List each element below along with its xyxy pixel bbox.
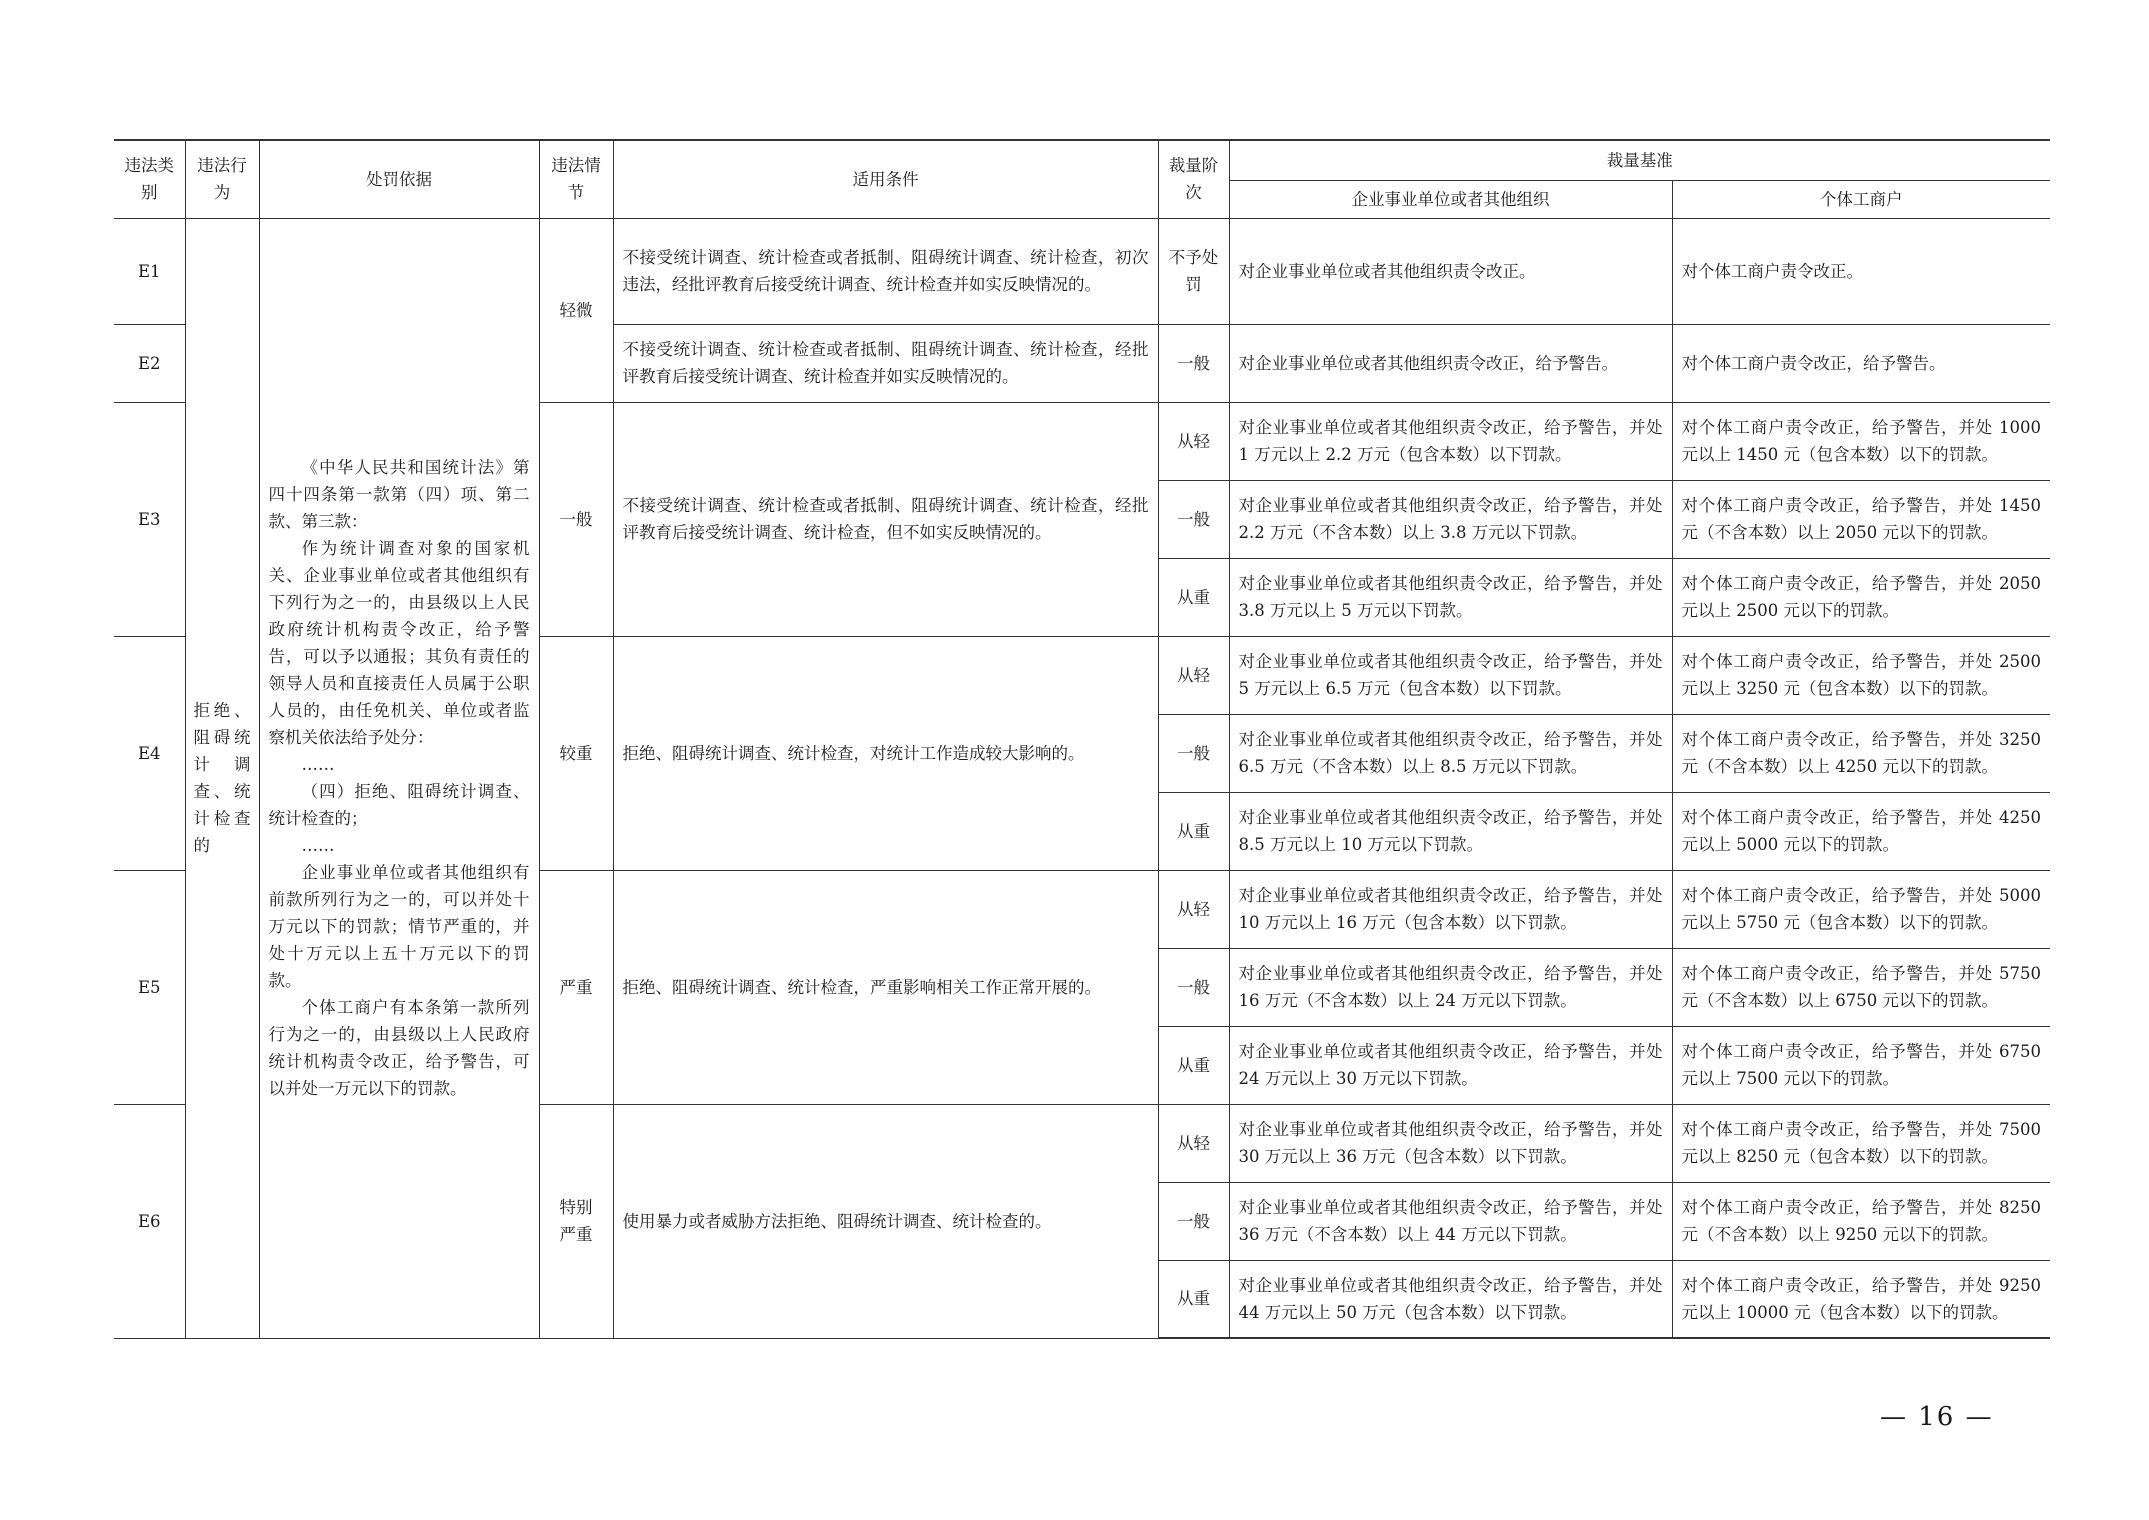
enterprise-standard: 对企业事业单位或者其他组织责令改正，给予警告。 <box>1229 324 1672 402</box>
individual-standard: 对个体工商户责令改正，给予警告，并处 7500 元以上 8250 元（包含本数）以下的罚款。 <box>1672 1104 2050 1182</box>
condition: 不接受统计调查、统计检查或者抵制、阻碍统计调查、统计检查，经批评教育后接受统计调查、统计检查并如实反映情况的。 <box>613 324 1158 402</box>
individual-standard: 对个体工商户责令改正，给予警告，并处 9250 元以上 10000 元（包含本数）以下的罚款。 <box>1672 1260 2050 1338</box>
circumstance-heavier: 较重 <box>539 636 613 870</box>
page-number: — 16 — <box>1880 1402 1994 1432</box>
enterprise-standard: 对企业事业单位或者其他组织责令改正，给予警告，并处 10 万元以上 16 万元（包含本数）以下罚款。 <box>1229 870 1672 948</box>
header-enterprise: 企业事业单位或者其他组织 <box>1229 180 1672 218</box>
category-code: E1 <box>114 218 185 324</box>
header-level: 裁量阶次 <box>1158 140 1229 218</box>
level: 不予处罚 <box>1158 218 1229 324</box>
level: 从轻 <box>1158 402 1229 480</box>
basis-paragraph: （四）拒绝、阻碍统计调查、统计检查的； <box>268 782 530 828</box>
condition: 拒绝、阻碍统计调查、统计检查，严重影响相关工作正常开展的。 <box>613 870 1158 1104</box>
category-code: E5 <box>114 870 185 1104</box>
basis-paragraph: 企业事业单位或者其他组织有前款所列行为之一的，可以并处十万元以下的罚款；情节严重的，并处十万元以上五十万元以下的罚款。 <box>268 863 530 990</box>
enterprise-standard: 对企业事业单位或者其他组织责令改正，给予警告，并处 8.5 万元以上 10 万元以下罚款。 <box>1229 792 1672 870</box>
condition: 使用暴力或者威胁方法拒绝、阻碍统计调查、统计检查的。 <box>613 1104 1158 1338</box>
individual-standard: 对个体工商户责令改正，给予警告，并处 4250 元以上 5000 元以下的罚款。 <box>1672 792 2050 870</box>
header-category: 违法类别 <box>114 140 185 218</box>
enterprise-standard: 对企业事业单位或者其他组织责令改正，给予警告，并处 44 万元以上 50 万元（包含本数）以下罚款。 <box>1229 1260 1672 1338</box>
level: 一般 <box>1158 1182 1229 1260</box>
header-row-1 <box>114 140 2050 180</box>
condition: 不接受统计调查、统计检查或者抵制、阻碍统计调查、统计检查，初次违法，经批评教育后接受统计调查、统计检查并如实反映情况的。 <box>613 218 1158 324</box>
circumstance-general: 一般 <box>539 402 613 636</box>
level: 从轻 <box>1158 1104 1229 1182</box>
level: 从重 <box>1158 792 1229 870</box>
table-row <box>114 218 2050 324</box>
circumstance-light: 轻微 <box>539 218 613 402</box>
level: 一般 <box>1158 324 1229 402</box>
header-individual: 个体工商户 <box>1672 180 2050 218</box>
level: 从重 <box>1158 1260 1229 1338</box>
level: 一般 <box>1158 714 1229 792</box>
enterprise-standard: 对企业事业单位或者其他组织责令改正，给予警告，并处 1 万元以上 2.2 万元（包含本数）以下罚款。 <box>1229 402 1672 480</box>
category-code: E6 <box>114 1104 185 1338</box>
category-code: E4 <box>114 636 185 870</box>
individual-standard: 对个体工商户责令改正，给予警告，并处 2050 元以上 2500 元以下的罚款。 <box>1672 558 2050 636</box>
individual-standard: 对个体工商户责令改正，给予警告，并处 6750 元以上 7500 元以下的罚款。 <box>1672 1026 2050 1104</box>
level: 从轻 <box>1158 636 1229 714</box>
basis-paragraph: 《中华人民共和国统计法》第四十四条第一款第（四）项、第二款、第三款： <box>268 458 530 531</box>
basis-paragraph: 个体工商户有本条第一款所列行为之一的，由县级以上人民政府统计机构责令改正，给予警告，可以并处一万元以下的罚款。 <box>268 998 530 1098</box>
individual-standard: 对个体工商户责令改正，给予警告，并处 5000 元以上 5750 元（包含本数）以下的罚款。 <box>1672 870 2050 948</box>
circumstance-serious: 严重 <box>539 870 613 1104</box>
enterprise-standard: 对企业事业单位或者其他组织责令改正，给予警告，并处 24 万元以上 30 万元以下罚款。 <box>1229 1026 1672 1104</box>
category-code: E2 <box>114 324 185 402</box>
level: 一般 <box>1158 480 1229 558</box>
level: 一般 <box>1158 948 1229 1026</box>
level: 从重 <box>1158 1026 1229 1104</box>
penalty-basis <box>259 218 539 1338</box>
level: 从重 <box>1158 558 1229 636</box>
enterprise-standard: 对企业事业单位或者其他组织责令改正，给予警告，并处 3.8 万元以上 5 万元以下罚款。 <box>1229 558 1672 636</box>
header-circumstance: 违法情节 <box>539 140 613 218</box>
individual-standard: 对个体工商户责令改正，给予警告，并处 1000 元以上 1450 元（包含本数）以下的罚款。 <box>1672 402 2050 480</box>
basis-paragraph: 作为统计调查对象的国家机关、企业事业单位或者其他组织有下列行为之一的，由县级以上人民政府统计机构责令改正，给予警告，可以予以通报；其负有责任的领导人员和直接责任人员属于公职人员的，由任免机关、单位或者监察机关依法给予处分： <box>268 539 530 747</box>
enterprise-standard: 对企业事业单位或者其他组织责令改正，给予警告，并处 30 万元以上 36 万元（包含本数）以下罚款。 <box>1229 1104 1672 1182</box>
individual-standard: 对个体工商户责令改正，给予警告，并处 8250 元（不含本数）以上 9250 元以下的罚款。 <box>1672 1182 2050 1260</box>
basis-paragraph: …… <box>301 836 335 855</box>
enterprise-standard: 对企业事业单位或者其他组织责令改正，给予警告，并处 16 万元（不含本数）以上 24 万元以下罚款。 <box>1229 948 1672 1026</box>
category-code: E3 <box>114 402 185 636</box>
condition: 拒绝、阻碍统计调查、统计检查，对统计工作造成较大影响的。 <box>613 636 1158 870</box>
enterprise-standard: 对企业事业单位或者其他组织责令改正。 <box>1229 218 1672 324</box>
individual-standard: 对个体工商户责令改正，给予警告，并处 5750 元（不含本数）以上 6750 元以下的罚款。 <box>1672 948 2050 1026</box>
header-basis: 处罚依据 <box>259 140 539 218</box>
basis-paragraph: …… <box>301 755 335 774</box>
discretion-standard-table <box>114 139 2050 1339</box>
level: 从轻 <box>1158 870 1229 948</box>
header-act: 违法行为 <box>185 140 259 218</box>
enterprise-standard: 对企业事业单位或者其他组织责令改正，给予警告，并处 36 万元（不含本数）以上 44 万元以下罚款。 <box>1229 1182 1672 1260</box>
individual-standard: 对个体工商户责令改正，给予警告。 <box>1672 324 2050 402</box>
individual-standard: 对个体工商户责令改正，给予警告，并处 1450 元（不含本数）以上 2050 元以下的罚款。 <box>1672 480 2050 558</box>
enterprise-standard: 对企业事业单位或者其他组织责令改正，给予警告，并处 5 万元以上 6.5 万元（包含本数）以下罚款。 <box>1229 636 1672 714</box>
individual-standard: 对个体工商户责令改正，给予警告，并处 2500 元以上 3250 元（包含本数）以下的罚款。 <box>1672 636 2050 714</box>
header-standard: 裁量基准 <box>1229 140 2050 180</box>
enterprise-standard: 对企业事业单位或者其他组织责令改正，给予警告，并处 6.5 万元（不含本数）以上 8.5 万元以下罚款。 <box>1229 714 1672 792</box>
enterprise-standard: 对企业事业单位或者其他组织责令改正，给予警告，并处 2.2 万元（不含本数）以上 3.8 万元以下罚款。 <box>1229 480 1672 558</box>
condition: 不接受统计调查、统计检查或者抵制、阻碍统计调查、统计检查，经批评教育后接受统计调查、统计检查，但不如实反映情况的。 <box>613 402 1158 636</box>
individual-standard: 对个体工商户责令改正，给予警告，并处 3250 元（不含本数）以上 4250 元以下的罚款。 <box>1672 714 2050 792</box>
circumstance-especially-serious: 特别严重 <box>539 1104 613 1338</box>
header-condition: 适用条件 <box>613 140 1158 218</box>
violation-act: 拒绝、阻碍统计调查、统计检查的 <box>185 218 259 1338</box>
individual-standard: 对个体工商户责令改正。 <box>1672 218 2050 324</box>
